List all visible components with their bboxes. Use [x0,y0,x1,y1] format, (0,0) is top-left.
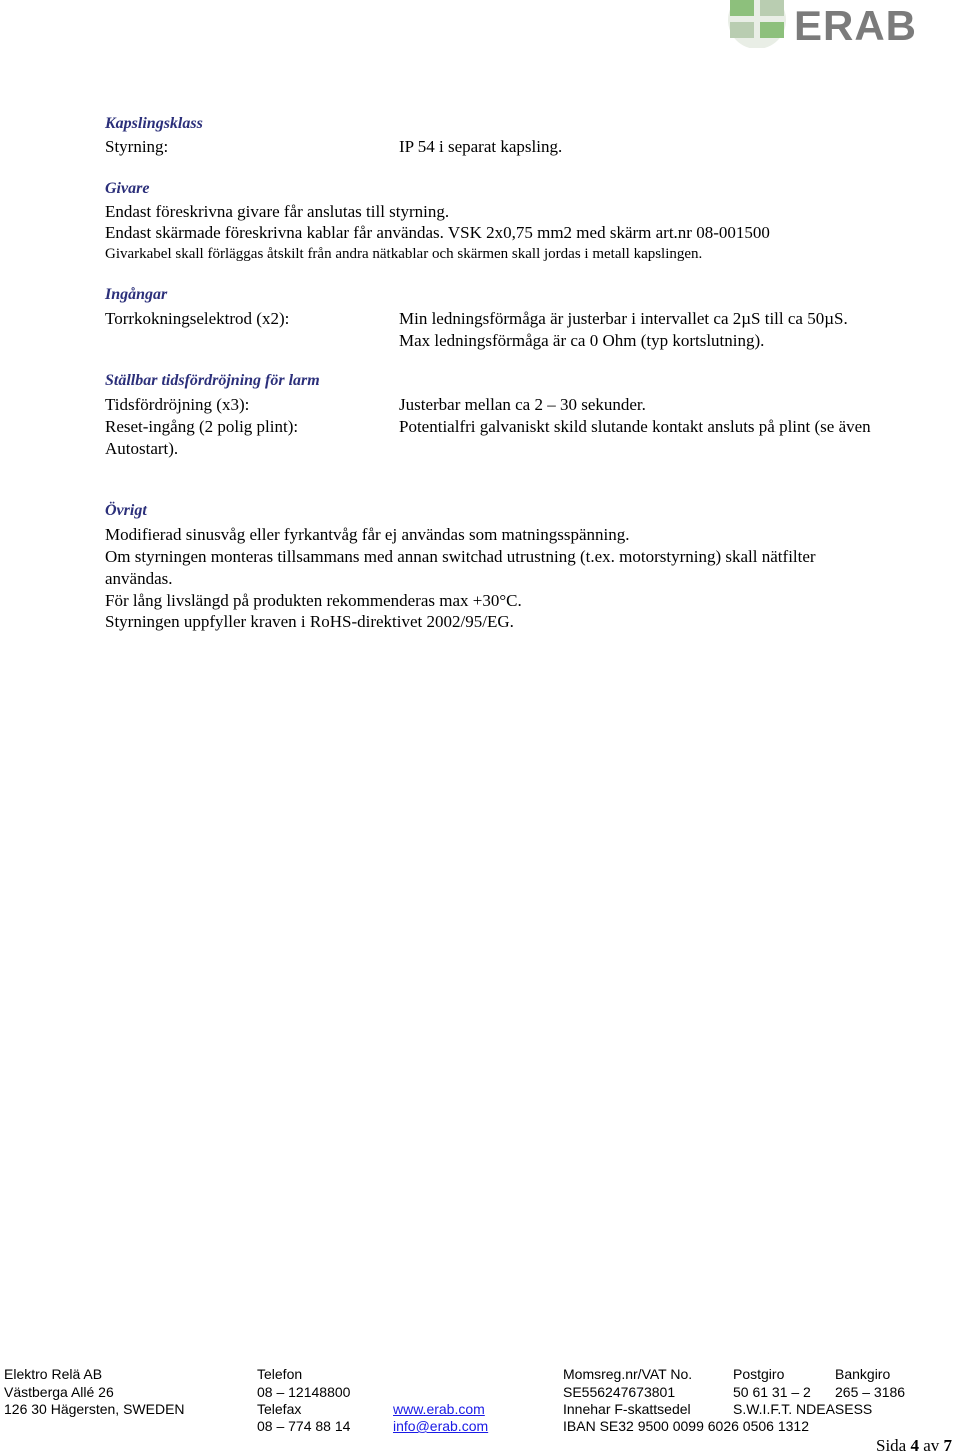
footer-vat: SE556247673801 [563,1384,676,1400]
stallbar-label: Autostart). [105,439,179,458]
page-total: 7 [943,1436,953,1455]
kapsling-heading: Kapslingsklass [105,115,203,132]
stallbar-value: Justerbar mellan ca 2 – 30 sekunder. [399,395,646,414]
stallbar-label: Reset-ingång (2 polig plint): [105,417,299,436]
ovrigt-heading: Övrigt [105,502,147,519]
kapsling-value: IP 54 i separat kapsling. [399,137,563,156]
footer-fax: 08 – 774 88 14 [257,1418,351,1434]
footer-email-link[interactable]: info@erab.com [393,1418,489,1434]
footer-fskatt: Innehar F-skattsedel [563,1401,691,1417]
givare-line: Endast skärmade föreskrivna kablar får användas. VSK 2x0,75 mm2 med skärm art.nr 08-001500 [105,223,770,242]
footer-city: 126 30 Hägersten, SWEDEN [4,1401,185,1417]
kapsling-label: Styrning: [105,137,169,156]
ingangar-label: Torrkokningselektrod (x2): [105,309,290,328]
footer-postgiro: 50 61 31 – 2 [733,1384,811,1400]
ovrigt-line: Modifierad sinusvåg eller fyrkantvåg får ej användas som matningsspänning. [105,525,630,544]
stallbar-label: Tidsfördröjning (x3): [105,395,250,414]
ingangar-heading: Ingångar [105,286,168,303]
footer-phone: 08 – 12148800 [257,1384,351,1400]
footer-phone-label: Telefon [257,1366,303,1382]
erab-logo-text: ERAB [794,2,918,49]
ovrigt-line: För lång livslängd på produkten rekommenderas max +30°C. [105,591,522,610]
footer-swift: S.W.I.F.T. NDEASESS [733,1401,873,1417]
stallbar-value: Potentialfri galvaniskt skild slutande kontakt ansluts på plint (se även [399,417,871,436]
page-current: 4 [910,1436,919,1455]
page-middle: av [923,1436,940,1455]
stallbar-heading: Ställbar tidsfördröjning för larm [105,372,320,389]
ingangar-value: Max ledningsförmåga är ca 0 Ohm (typ kortslutning). [399,331,765,350]
footer-iban: IBAN SE32 9500 0099 6026 0506 1312 [563,1418,809,1434]
ovrigt-line: Styrningen uppfyller kraven i RoHS-direktivet 2002/95/EG. [105,612,514,631]
footer-bankgiro-label: Bankgiro [835,1366,891,1382]
givare-line: Endast föreskrivna givare får anslutas till styrning. [105,202,450,221]
ovrigt-line: användas. [105,569,173,588]
footer-website-link[interactable]: www.erab.com [393,1401,485,1417]
givare-heading: Givare [105,180,150,197]
footer-vat-label: Momsreg.nr/VAT No. [563,1366,693,1382]
footer-address: Västberga Allé 26 [4,1384,114,1400]
ovrigt-line: Om styrningen monteras tillsammans med annan switchad utrustning (t.ex. motorstyrning) skall nätfilter [105,547,816,566]
ingangar-value: Min ledningsförmåga är justerbar i intervallet ca 2µS till ca 50µS. [399,309,848,328]
footer-company: Elektro Relä AB [4,1366,103,1382]
page-prefix: Sida [876,1436,907,1455]
givare-line: Givarkabel skall förläggas åtskilt från andra nätkablar och skärmen skall jordas i metall kapslingen. [105,246,703,262]
footer-postgiro-label: Postgiro [733,1366,785,1382]
footer-bankgiro: 265 – 3186 [835,1384,906,1400]
footer-fax-label: Telefax [257,1401,302,1417]
page-number [876,1436,952,1456]
